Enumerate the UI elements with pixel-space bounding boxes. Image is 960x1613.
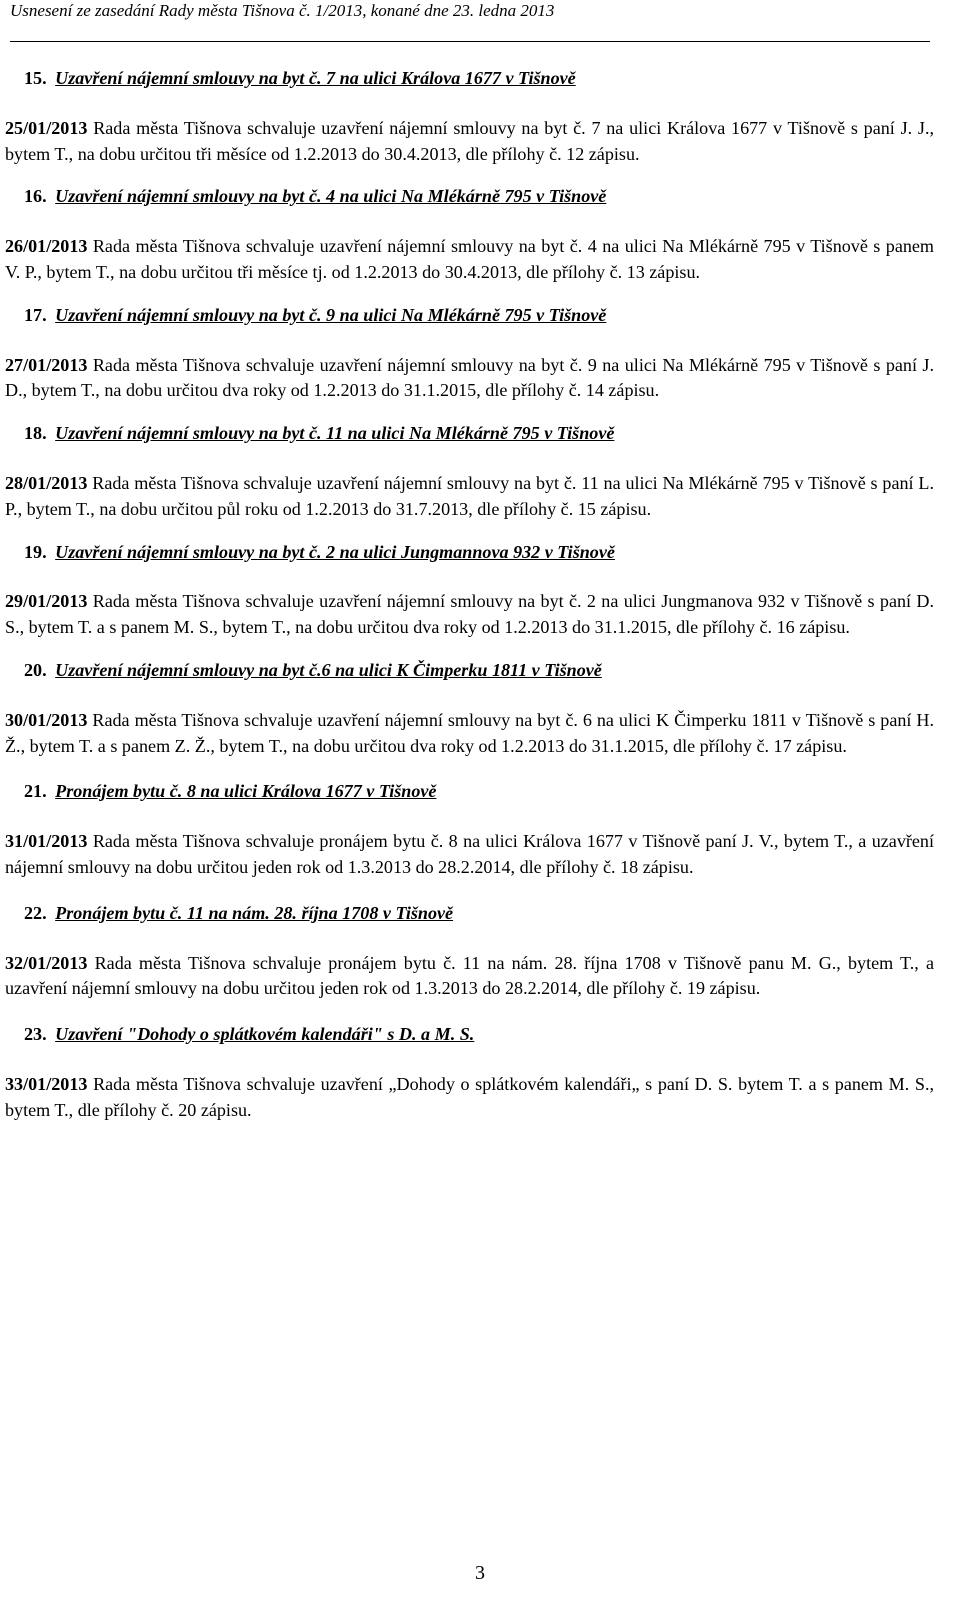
item-number: 15. [24,68,47,88]
resolution-text: Rada města Tišnova schvaluje uzavření nájemní smlouvy na byt č. 9 na ulici Na Mlékárně 795 v Tišnově s paní J. D., bytem T., na dobu určitou dva roky od 1.2.2013 do 31.1.2015, dle přílohy č. 14 zápisu. [5,354,934,401]
item-title: Uzavření "Dohody o splátkovém kalendáři" s D. a M. S. [55,1024,475,1045]
resolution-26-01-2013 [5,234,934,286]
resolution-25-01-2013 [5,116,934,168]
item-number: 21. [24,781,47,802]
item-title: Pronájem bytu č. 11 na nám. 28. října 1708 v Tišnově [55,902,454,923]
document-body [5,66,934,1124]
resolution-text: Rada města Tišnova schvaluje uzavření nájemní smlouvy na byt č. 7 na ulici Králova 1677 v Tišnově s paní J. J., bytem T., na dobu určitou tři měsíce od 1.2.2013 do 30.4.2013, dle přílohy č. 12 zápisu. [5,117,934,164]
item-number: 17. [24,304,47,325]
item-heading-20 [5,658,934,684]
item-number: 16. [24,186,47,207]
resolution-id: 33/01/2013 [5,1073,88,1094]
resolution-27-01-2013 [5,353,934,405]
item-heading-15 [5,66,934,92]
item-title: Uzavření nájemní smlouvy na byt č. 7 na ulici Králova 1677 v Tišnově [55,68,576,88]
resolution-id: 30/01/2013 [5,709,88,730]
resolution-text: Rada města Tišnova schvaluje uzavření nájemní smlouvy na byt č. 6 na ulici K Čimperku 1811 v Tišnově s paní H. Ž., bytem T. a s panem Z. Ž., bytem T., na dobu určitou dva roky od 1.2.2013 do 31.1.2015, dle přílohy č. 17 zápisu. [5,709,934,756]
resolution-32-01-2013 [5,951,934,1003]
item-title: Uzavření nájemní smlouvy na byt č. 4 na ulici Na Mlékárně 795 v Tišnově [55,186,607,207]
item-heading-16 [5,184,934,210]
resolution-31-01-2013 [5,829,934,881]
item-title: Uzavření nájemní smlouvy na byt č. 11 na ulici Na Mlékárně 795 v Tišnově [55,423,615,444]
item-title: Pronájem bytu č. 8 na ulici Králova 1677 v Tišnově [55,781,437,802]
item-number: 22. [24,902,47,923]
item-heading-23 [5,1022,934,1048]
resolution-id: 25/01/2013 [5,117,88,138]
item-number: 18. [24,423,47,444]
resolution-text: Rada města Tišnova schvaluje uzavření nájemní smlouvy na byt č. 11 na ulici Na Mlékárně 795 v Tišnově s paní L. P., bytem T., na dobu určitou půl roku od 1.2.2013 do 31.7.2013, dle přílohy č. 15 zápisu. [5,472,934,519]
resolution-text: Rada města Tišnova schvaluje uzavření nájemní smlouvy na byt č. 4 na ulici Na Mlékárně 795 v Tišnově s panem V. P., bytem T., na dobu určitou tři měsíce tj. od 1.2.2013 do 30.4.2013, dle přílohy č. 13 zápisu. [5,236,934,282]
item-heading-18 [5,421,934,447]
item-title: Uzavření nájemní smlouvy na byt č.6 na ulici K Čimperku 1811 v Tišnově [55,659,602,680]
item-heading-19 [5,540,934,566]
item-number: 19. [24,541,47,562]
page-number: 3 [475,1562,485,1584]
resolution-id: 27/01/2013 [5,354,88,375]
item-title: Uzavření nájemní smlouvy na byt č. 2 na ulici Jungmannova 932 v Tišnově [55,541,615,562]
item-heading-21 [5,779,934,805]
resolution-id: 32/01/2013 [5,952,88,973]
item-number: 20. [24,659,47,680]
page-header [10,0,930,42]
resolution-30-01-2013 [5,708,934,760]
item-title: Uzavření nájemní smlouvy na byt č. 9 na ulici Na Mlékárně 795 v Tišnově [55,304,607,325]
resolution-33-01-2013 [5,1072,934,1124]
item-heading-17 [5,303,934,329]
resolution-text: Rada města Tišnova schvaluje uzavření nájemní smlouvy na byt č. 2 na ulici Jungmanova 932 v Tišnově s paní D. S., bytem T. a s panem M. S., bytem T., na dobu určitou dva roky od 1.2.2013 do 31.1.2015, dle přílohy č. 16 zápisu. [5,591,934,638]
resolution-28-01-2013 [5,471,934,523]
document-title: Usnesení ze zasedání Rady města Tišnova č. 1/2013, konané dne 23. ledna 2013 [10,1,555,20]
resolution-id: 26/01/2013 [5,236,88,257]
resolution-id: 31/01/2013 [5,831,88,852]
resolution-id: 29/01/2013 [5,591,88,612]
item-heading-22 [5,901,934,927]
resolution-29-01-2013 [5,589,934,641]
resolution-text: Rada města Tišnova schvaluje uzavření „Dohody o splátkovém kalendáři„ s paní D. S. bytem T. a s panem M. S., bytem T., dle přílohy č. 20 zápisu. [5,1073,934,1120]
item-number: 23. [24,1024,47,1045]
resolution-text: Rada města Tišnova schvaluje pronájem bytu č. 8 na ulici Králova 1677 v Tišnově paní J. V., bytem T., a uzavření nájemní smlouvy na dobu určitou jeden rok od 1.3.2013 do 28.2.2014, dle přílohy č. 18 zápisu. [5,831,934,877]
resolution-id: 28/01/2013 [5,472,88,493]
resolution-text: Rada města Tišnova schvaluje pronájem bytu č. 11 na nám. 28. října 1708 v Tišnově panu M. G., bytem T., a uzavření nájemní smlouvy na dobu určitou jeden rok od 1.3.2013 do 28.2.2014, dle přílohy č. 19 zápisu. [5,952,934,999]
